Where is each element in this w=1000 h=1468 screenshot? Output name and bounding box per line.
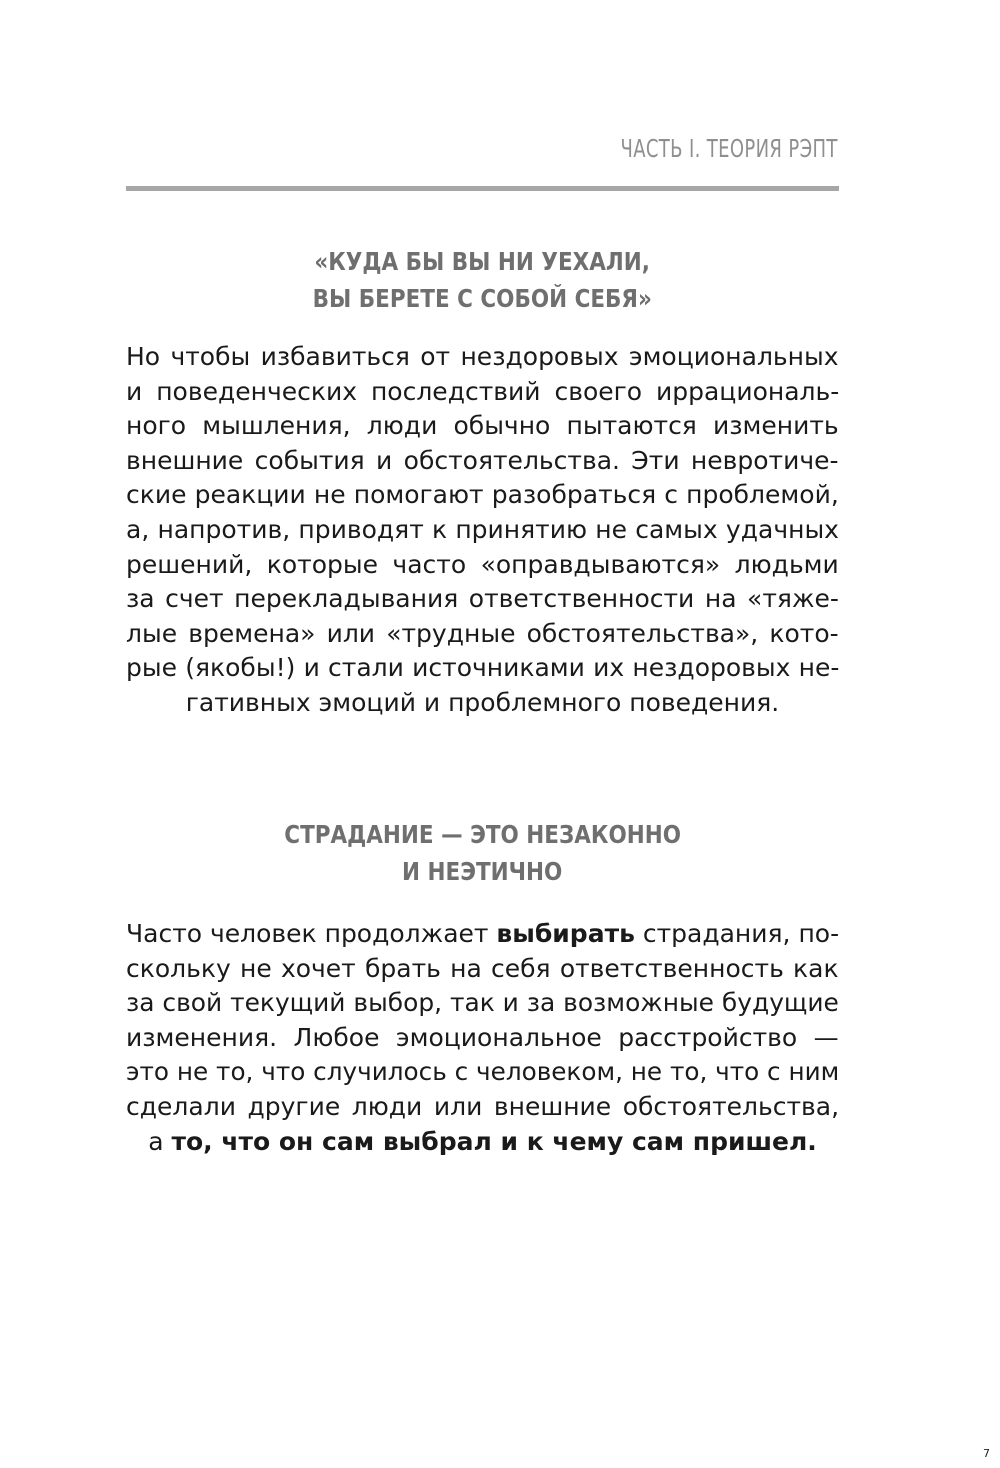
paragraph-1-line: и поведенческих последствий своего иррациональ- (126, 376, 840, 406)
paragraph-2-line: изменения. Любое эмоциональное расстройство — (126, 1022, 839, 1052)
paragraph-1-line: внешние события и обстоятельства. Эти невротиче- (126, 445, 839, 475)
paragraph-1-line: Но чтобы избавиться от нездоровых эмоциональных (126, 342, 839, 371)
page-number: 7 (983, 1447, 990, 1460)
heading-2-line-2: И НЕЭТИЧНО (402, 857, 563, 886)
paragraph-2-line: за свой текущий выбор, так и за возможные будущие (126, 988, 839, 1018)
paragraph-2-last-line: а то, что он сам выбрал и к чему сам пришел. (148, 1126, 817, 1156)
paragraph-1-line: ские реакции не помогают разобраться с проблемой, (126, 480, 839, 510)
paragraph-2-line-1: Часто человек продолжает выбирать страдания, по- (126, 919, 840, 948)
emphasis-choose: выбирать (496, 919, 635, 948)
heading-2-line-1: СТРАДАНИЕ — ЭТО НЕЗАКОННО (284, 820, 681, 849)
paragraph-1-line: а, напротив, приводят к принятию не самых удачных (126, 514, 839, 544)
paragraph-1-line: ного мышления, люди обычно пытаются изменить (126, 411, 839, 441)
section-heading-2 (126, 816, 839, 890)
paragraph-1-line: гативных эмоций и проблемного поведения. (185, 687, 780, 717)
section-heading-1 (126, 243, 839, 317)
emphasis-conclusion: то, что он сам выбрал и к чему сам пришел. (171, 1126, 817, 1156)
paragraph-1-line: лые времена» или «трудные обстоятельства», кото- (126, 618, 839, 648)
paragraph-1 (126, 340, 839, 721)
paragraph-1-line: рые (якобы!) и стали источниками их нездоровых не- (126, 653, 840, 683)
heading-1-line-1: «КУДА БЫ ВЫ НИ УЕХАЛИ, (314, 247, 651, 276)
header-rule (126, 186, 839, 191)
paragraph-2 (126, 917, 839, 1159)
paragraph-1-line: решений, которые часто «оправдываются» людьми (126, 549, 839, 579)
paragraph-2-line: сделали другие люди или внешние обстоятельства, (126, 1091, 840, 1121)
paragraph-1-line: за счет перекладывания ответственности на «тяже- (126, 584, 839, 614)
paragraph-2-line: скольку не хочет брать на себя ответственность как (126, 953, 839, 983)
heading-1-line-2: ВЫ БЕРЕТЕ С СОБОЙ СЕБЯ» (312, 284, 653, 313)
running-header: ЧАСТЬ I. ТЕОРИЯ РЭПТ (620, 134, 838, 163)
paragraph-2-line: это не то, что случилось с человеком, не то, что с ним (126, 1057, 840, 1087)
